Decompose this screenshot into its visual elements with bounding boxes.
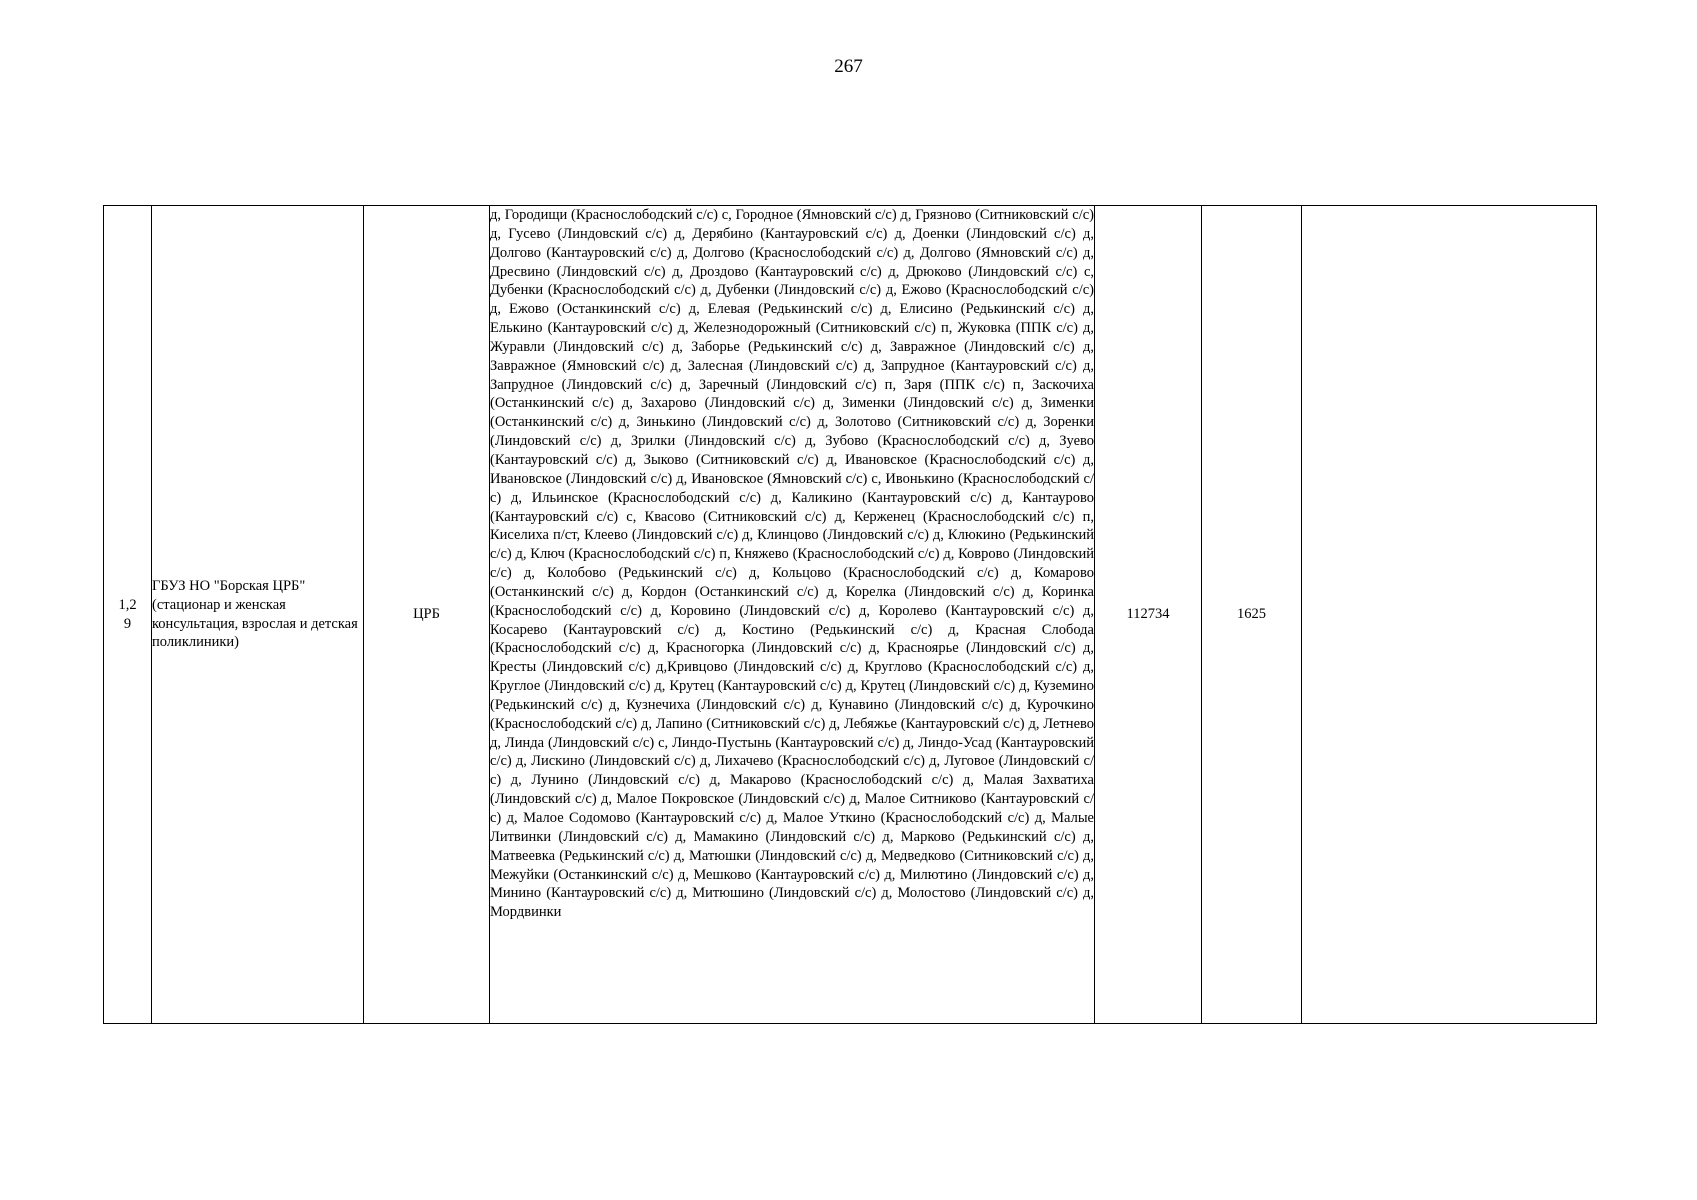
row-index-cell bbox=[104, 206, 152, 1024]
settlements-list-cell: д, Городищи (Краснослободский с/с) с, Городное (Ямновский с/с) д, Грязново (Ситниковский с/с) д, Гусево (Линдовский с/с) д, Дерябино (Кантауровский с/с) д, Доенки (Линдовский с/с) д, Долгово (Кантауровский с/с) д, Долгово (Краснослободский с/с) д, Долгово (Ямновский с/с) д, Дресвино (Линдовский с/с) д, Дроздово (Кантауровский с/с) д, Дрюково (Линдовский с/с) с, Дубенки (Краснослободский с/с) д, Дубенки (Линдовский с/с) д, Ежово (Краснослободский с/с) д, Ежово (Останкинский с/с) д, Елевая (Редькинский с/с) д, Елисино (Редькинский с/с) д, Елькино (Кантауровский с/с) д, Железнодорожный (Ситниковский с/с) п, Жуковка (ППК с/с) д, Журавли (Линдовский с/с) д, Заборье (Редькинский с/с) д, Завражное (Линдовский с/с) д, Завражное (Ямновский с/с) д, Залесная (Линдовский с/с) д, Запрудное (Кантауровский с/с) д, Запрудное (Линдовский с/с) д, Заречный (Линдовский с/с) п, Заря (ППК с/с) п, Заскочиха (Останкинский с/с) д, Захарово (Линдовский с/с) д, Зименки (Линдовский с/с) д, Зименки (Останкинский с/с) д, Зинькино (Линдовский с/с) д, Золотово (Ситниковский с/с) д, Зоренки (Линдовский с/с) д, Зрилки (Линдовский с/с) д, Зубово (Краснослободский с/с) д, Зуево (Кантауровский с/с) д, Зыково (Ситниковский с/с) д, Ивановское (Краснослободский с/с) д, Ивановское (Линдовский с/с) д, Ивановское (Ямновский с/с) с, Ивонькино (Краснослободский с/с) д, Ильинское (Краснослободский с/с) д, Каликино (Кантауровский с/с) д, Кантаурово (Кантауровский с/с) с, Квасово (Ситниковский с/с) д, Керженец (Краснослободский с/с) п, Киселиха п/ст, Клеево (Линдовский с/с) д, Клинцово (Линдовский с/с) д, Клюкино (Редькинский с/с) д, Ключ (Краснослободский с/с) п, Княжево (Краснослободский с/с) д, Коврово (Линдовский с/с) д, Колобово (Редькинский с/с) д, Кольцово (Краснослободский с/с) д, Комарово (Останкинский с/с) д, Кордон (Останкинский с/с) д, Корелка (Линдовский с/с) д, Коринка (Краснослободский с/с) д, Коровино (Линдовский с/с) д, Королево (Кантауровский с/с) д, Косарево (Кантауровский с/с) д, Костино (Редькинский с/с) д, Красная Слобода (Краснослободский с/с) д, Красногорка (Линдовский с/с) д, Красноярье (Линдовский с/с) д, Кресты (Линдовский с/с) д,Кривцово (Линдовский с/с) д, Круглово (Краснослободский с/с) д, Круглое (Линдовский с/с) д, Крутец (Кантауровский с/с) д, Крутец (Линдовский с/с) д, Куземино (Редькинский с/с) д, Кузнечиха (Линдовский с/с) д, Кунавино (Линдовский с/с) д, Курочкино (Краснослободский с/с) д, Лапино (Ситниковский с/с) д, Лебяжье (Кантауровский с/с) д, Летнево д, Линда (Линдовский с/с) с, Линдо-Пустынь (Кантауровский с/с) д, Линдо-Усад (Кантауровский с/с) д, Лискино (Линдовский с/с) д, Лихачево (Краснослободский с/с) д, Луговое (Линдовский с/с) д, Лунино (Линдовский с/с) д, Макарово (Краснослободский с/с) д, Малая Захватиха (Линдовский с/с) д, Малое Покровское (Линдовский с/с) д, Малое Ситниково (Кантауровский с/с) д, Малое Содомово (Кантауровский с/с) д, Малое Уткино (Краснослободский с/с) д, Малые Литвинки (Линдовский с/с) д, Мамакино (Линдовский с/с) д, Марково (Редькинский с/с) д, Матвеевка (Редькинский с/с) д, Матюшки (Линдовский с/с) д, Медведково (Ситниковский с/с) д, Межуйки (Останкинский с/с) д, Мешково (Кантауровский с/с) д, Милютино (Линдовский с/с) д, Минино (Кантауровский с/с) д, Митюшино (Линдовский с/с) д, Молостово (Линдовский с/с) д, Мордвинки bbox=[490, 206, 1095, 1024]
secondary-value-cell: 1625 bbox=[1202, 206, 1302, 1024]
organization-cell: ГБУЗ НО "Борская ЦРБ" (стационар и женская консультация, взрослая и детская поликлиники) bbox=[152, 206, 364, 1024]
row-index-line2: 9 bbox=[123, 615, 132, 632]
data-table bbox=[103, 205, 1597, 1024]
empty-cell bbox=[1302, 206, 1597, 1024]
table-row bbox=[104, 206, 1597, 1024]
population-value-cell: 112734 bbox=[1095, 206, 1202, 1024]
page-number: 267 bbox=[834, 56, 863, 77]
row-index-line1: 1,2 bbox=[118, 596, 137, 613]
facility-type-cell: ЦРБ bbox=[364, 206, 490, 1024]
